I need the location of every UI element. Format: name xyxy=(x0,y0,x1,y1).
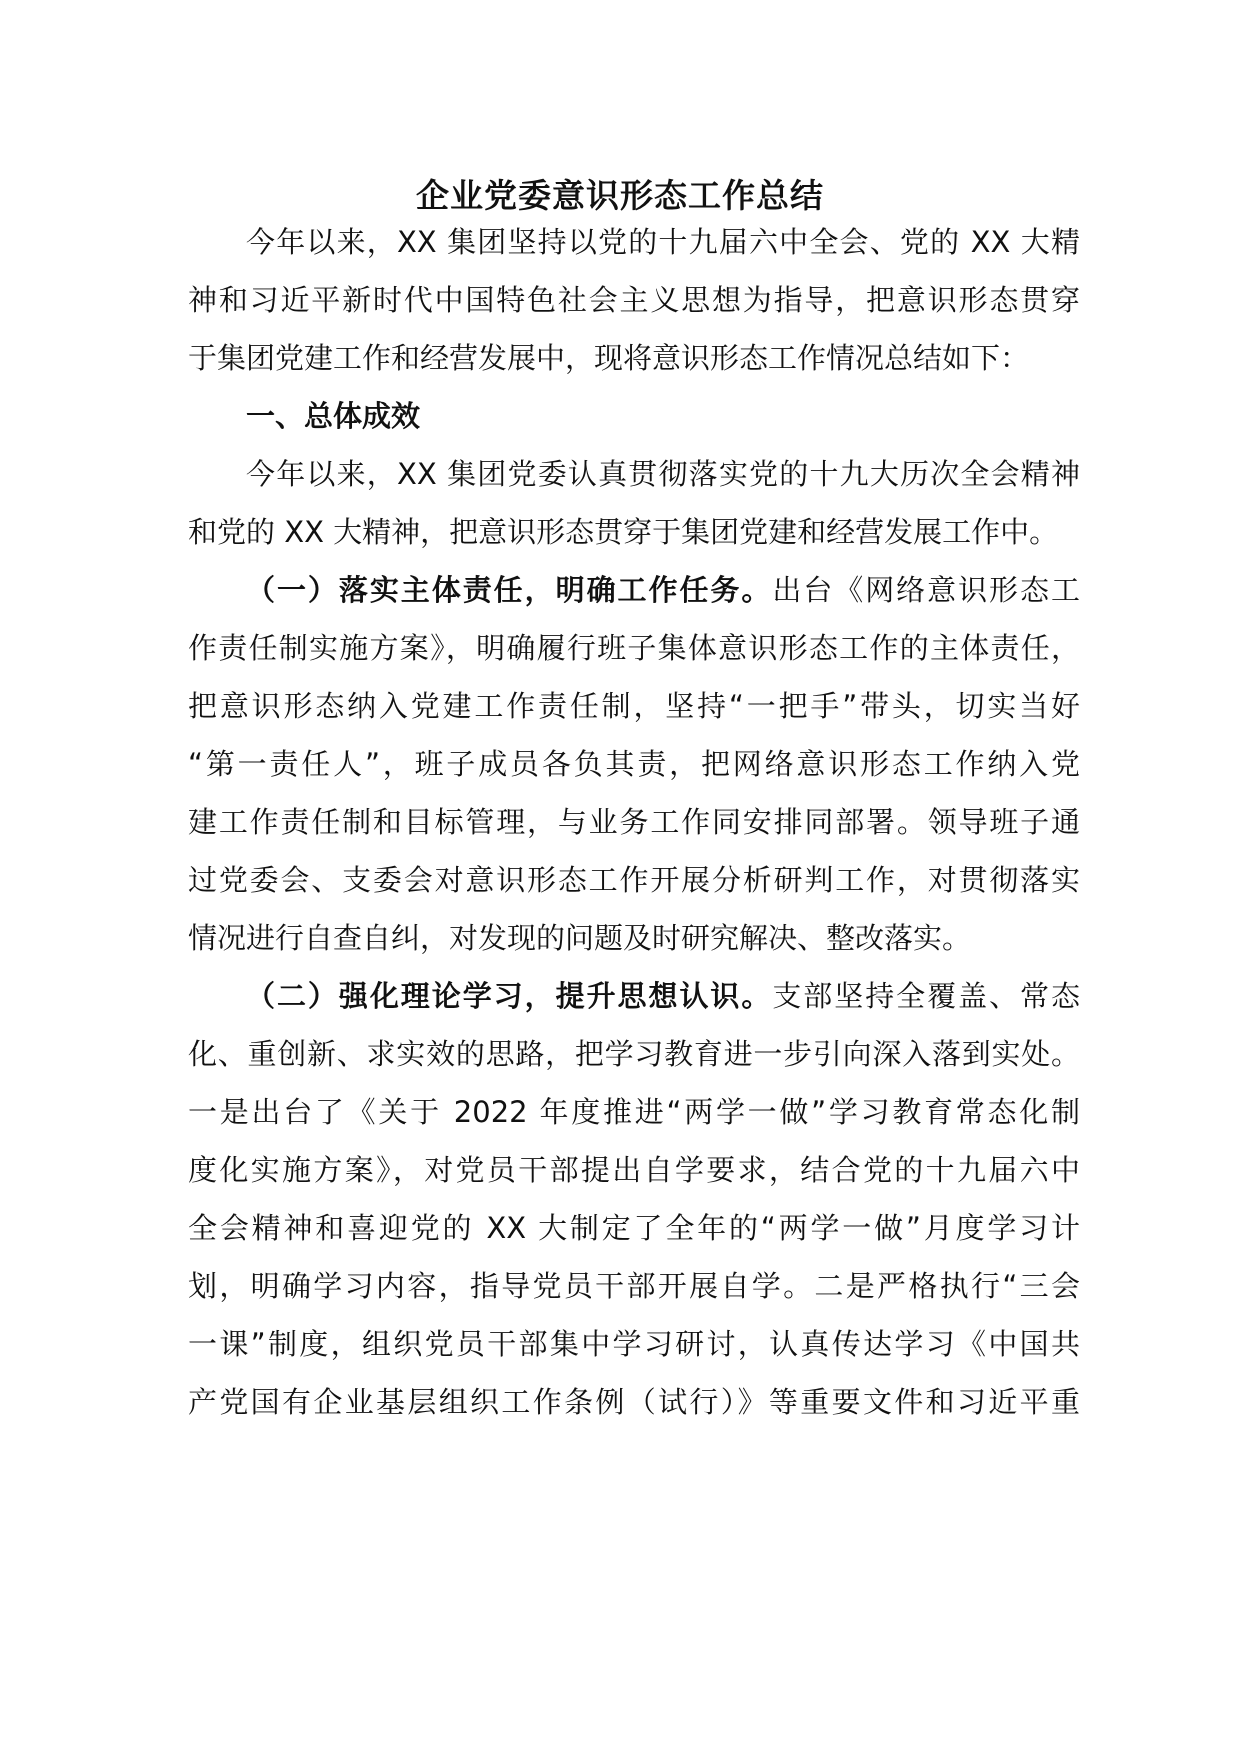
subsection2-line-4: 度化实施方案》，对党员干部提出自学要求，结合党的十九届六中 xyxy=(188,1153,1080,1187)
subsection2-line-2: 化、重创新、求实效的思路，把学习教育进一步引向深入落到实处。 xyxy=(188,1037,1080,1071)
intro-line-2: 神和习近平新时代中国特色社会主义思想为指导，把意识形态贯穿 xyxy=(188,283,1080,317)
subsection1-first-line xyxy=(188,566,1080,614)
subsection1-line-3: 把意识形态纳入党建工作责任制，坚持“一把手”带头，切实当好 xyxy=(188,689,1080,723)
subsection2-first-line xyxy=(188,972,1080,1020)
subsection1-line-7: 情况进行自查自纠，对发现的问题及时研究解决、整改落实。 xyxy=(188,921,972,955)
subsection1-first-line-rest: 出台《网络意识形态工 xyxy=(772,573,1080,607)
subsection1-line-4: “第一责任人”，班子成员各负其责，把网络意识形态工作纳入党 xyxy=(188,747,1080,781)
section1-line-2: 和党的 XX 大精神，把意识形态贯穿于集团党建和经营发展工作中。 xyxy=(188,515,1059,549)
subsection2-line-3: 一是出台了《关于 2022 年度推进“两学一做”学习教育常态化制 xyxy=(188,1095,1080,1129)
subsection2-line-8: 产党国有企业基层组织工作条例（试行）》等重要文件和习近平重 xyxy=(188,1385,1080,1419)
subsection1-line-2: 作责任制实施方案》，明确履行班子集体意识形态工作的主体责任， xyxy=(188,631,1080,665)
document-title: 企业党委意识形态工作总结 xyxy=(416,176,824,215)
subsection2-first-line-rest: 支部坚持全覆盖、常态 xyxy=(772,979,1080,1013)
subsection2-line-6: 划，明确学习内容，指导党员干部开展自学。二是严格执行“三会 xyxy=(188,1269,1080,1303)
intro-line-3: 于集团党建工作和经营发展中，现将意识形态工作情况总结如下： xyxy=(188,341,1030,375)
subsection2-line-7: 一课”制度，组织党员干部集中学习研讨，认真传达学习《中国共 xyxy=(188,1327,1080,1361)
subsection1-line-6: 过党委会、支委会对意识形态工作开展分析研判工作，对贯彻落实 xyxy=(188,863,1080,897)
intro-line-1: 今年以来，XX 集团坚持以党的十九届六中全会、党的 XX 大精 xyxy=(246,225,1080,259)
subsection1-lead: （一）落实主体责任，明确工作任务。 xyxy=(246,573,773,607)
subsection2-line-5: 全会精神和喜迎党的 XX 大制定了全年的“两学一做”月度学习计 xyxy=(188,1211,1080,1245)
section1-line-1: 今年以来，XX 集团党委认真贯彻落实党的十九大历次全会精神 xyxy=(246,457,1080,491)
subsection2-lead: （二）强化理论学习，提升思想认识。 xyxy=(246,979,773,1013)
subsection1-line-5: 建工作责任制和目标管理，与业务工作同安排同部署。领导班子通 xyxy=(188,805,1080,839)
section-heading-overall-results: 一、总体成效 xyxy=(246,399,421,433)
